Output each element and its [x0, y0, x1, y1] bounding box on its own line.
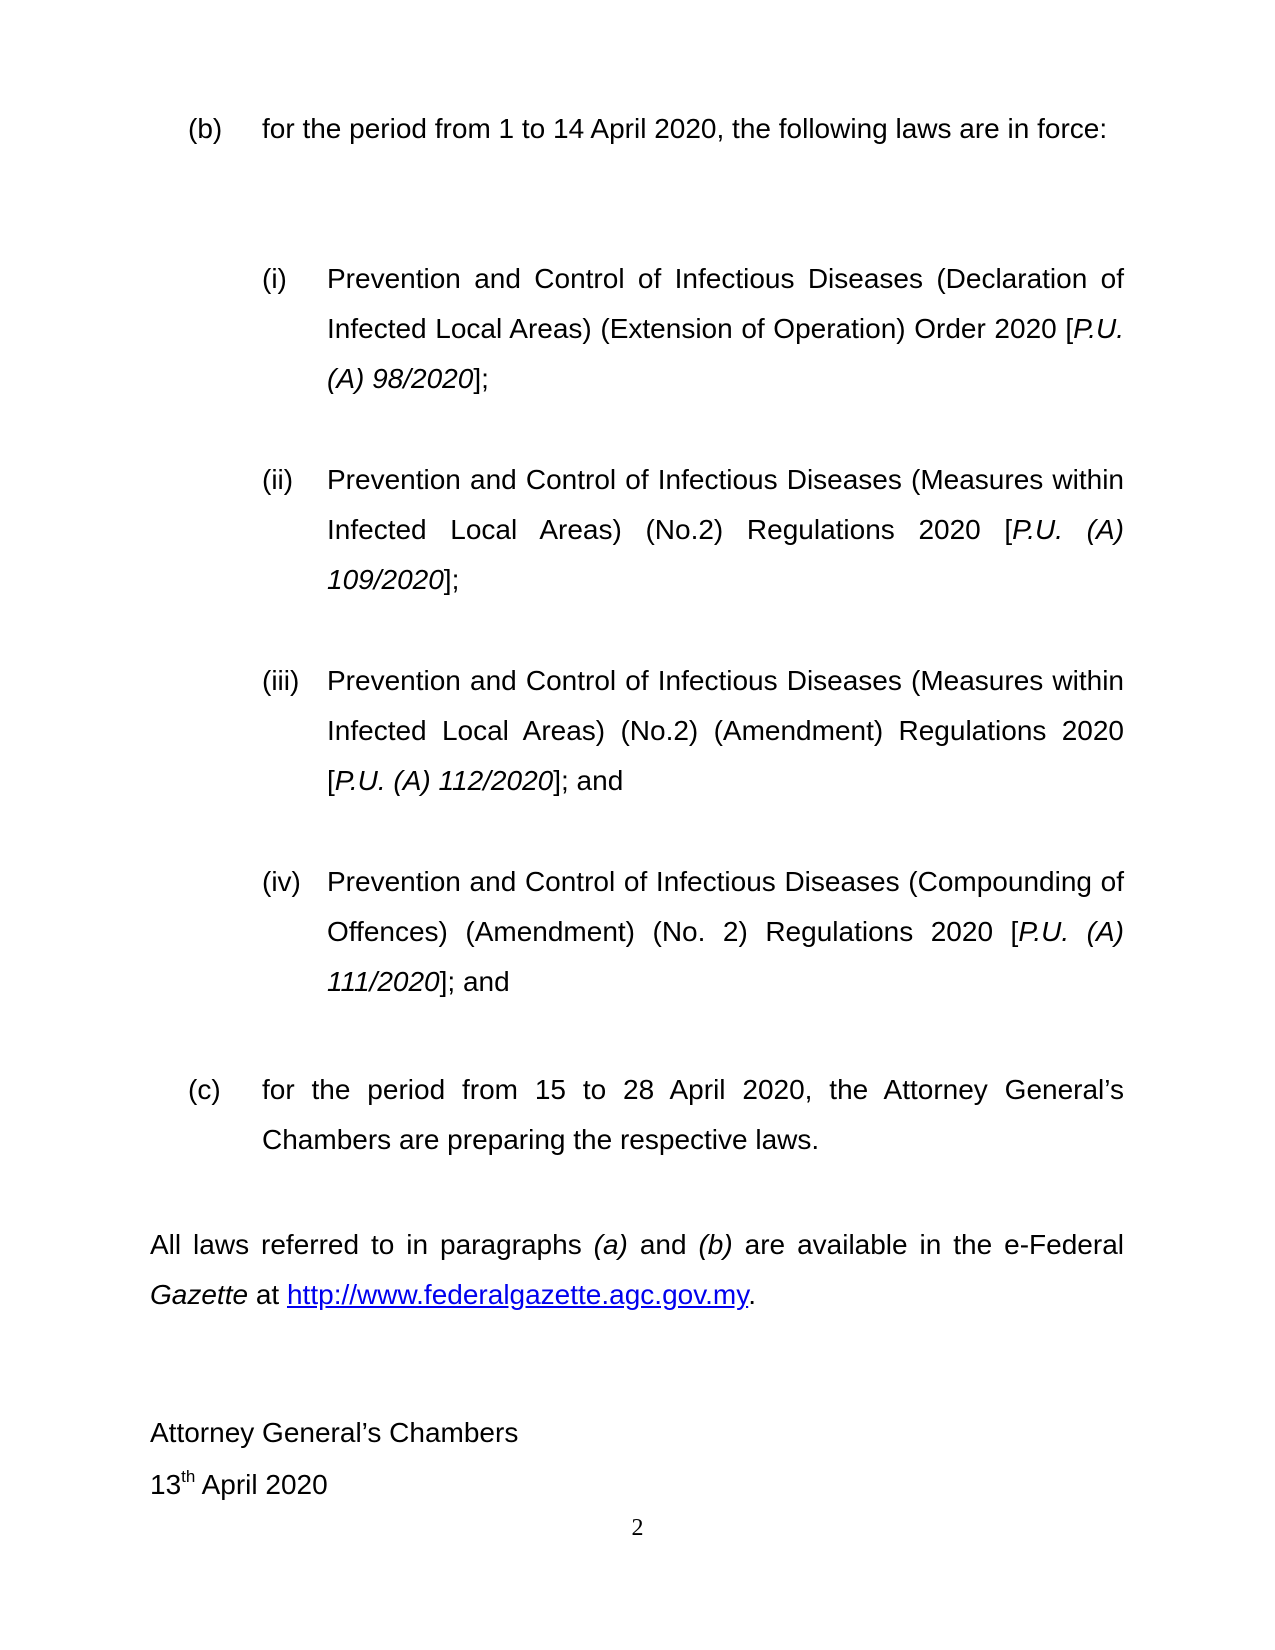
subitem-i-text: Prevention and Control of Infectious Diseases (Declaration of Infected Local Areas) (Extension of Operation) Order 2020 [P.U. (A) 98/2020];	[327, 263, 1124, 394]
subitem-iii-marker: (iii)	[262, 665, 300, 696]
subitem-ii-reference: P.U. (A) 109/2020	[327, 514, 1124, 595]
subitem-iv-marker: (iv)	[262, 866, 301, 897]
date-line: 13th April 2020	[150, 1467, 328, 1500]
subitem-iv-reference: P.U. (A) 111/2020	[327, 916, 1124, 997]
closing-paragraph: All laws referred to in paragraphs (a) and (b) are available in the e-Federal Gazette at http://www.federalgazette.agc.gov.my.	[150, 1229, 1124, 1310]
item-b-text: for the period from 1 to 14 April 2020, the following laws are in force:	[262, 113, 1108, 144]
subitem-i-reference: P.U. (A) 98/2020	[327, 313, 1124, 394]
subitem-iii-text: Prevention and Control of Infectious Diseases (Measures within Infected Local Areas) (No.2) (Amendment) Regulations 2020 [P.U. (A) 112/2020]; and	[327, 665, 1124, 796]
subitem-i-marker: (i)	[262, 263, 287, 294]
page-number: 2	[631, 1515, 644, 1541]
federal-gazette-link[interactable]: http://www.federalgazette.agc.gov.my	[286, 1279, 749, 1310]
item-b-marker: (b)	[188, 113, 223, 144]
item-c-text: for the period from 15 to 28 April 2020, the Attorney General’s Chambers are preparing the respective laws.	[262, 1074, 1124, 1155]
subitem-ii-marker: (ii)	[262, 464, 294, 495]
subitem-ii-text: Prevention and Control of Infectious Diseases (Measures within Infected Local Areas) (No.2) Regulations 2020 [P.U. (A) 109/2020];	[327, 464, 1124, 595]
subitem-iii-reference: P.U. (A) 112/2020	[334, 765, 554, 796]
subitem-iv-text: Prevention and Control of Infectious Diseases (Compounding of Offences) (Amendment) (No. 2) Regulations 2020 [P.U. (A) 111/2020]; and	[327, 866, 1124, 997]
item-c-marker: (c)	[188, 1074, 221, 1105]
signature-line: Attorney General’s Chambers	[150, 1417, 519, 1448]
